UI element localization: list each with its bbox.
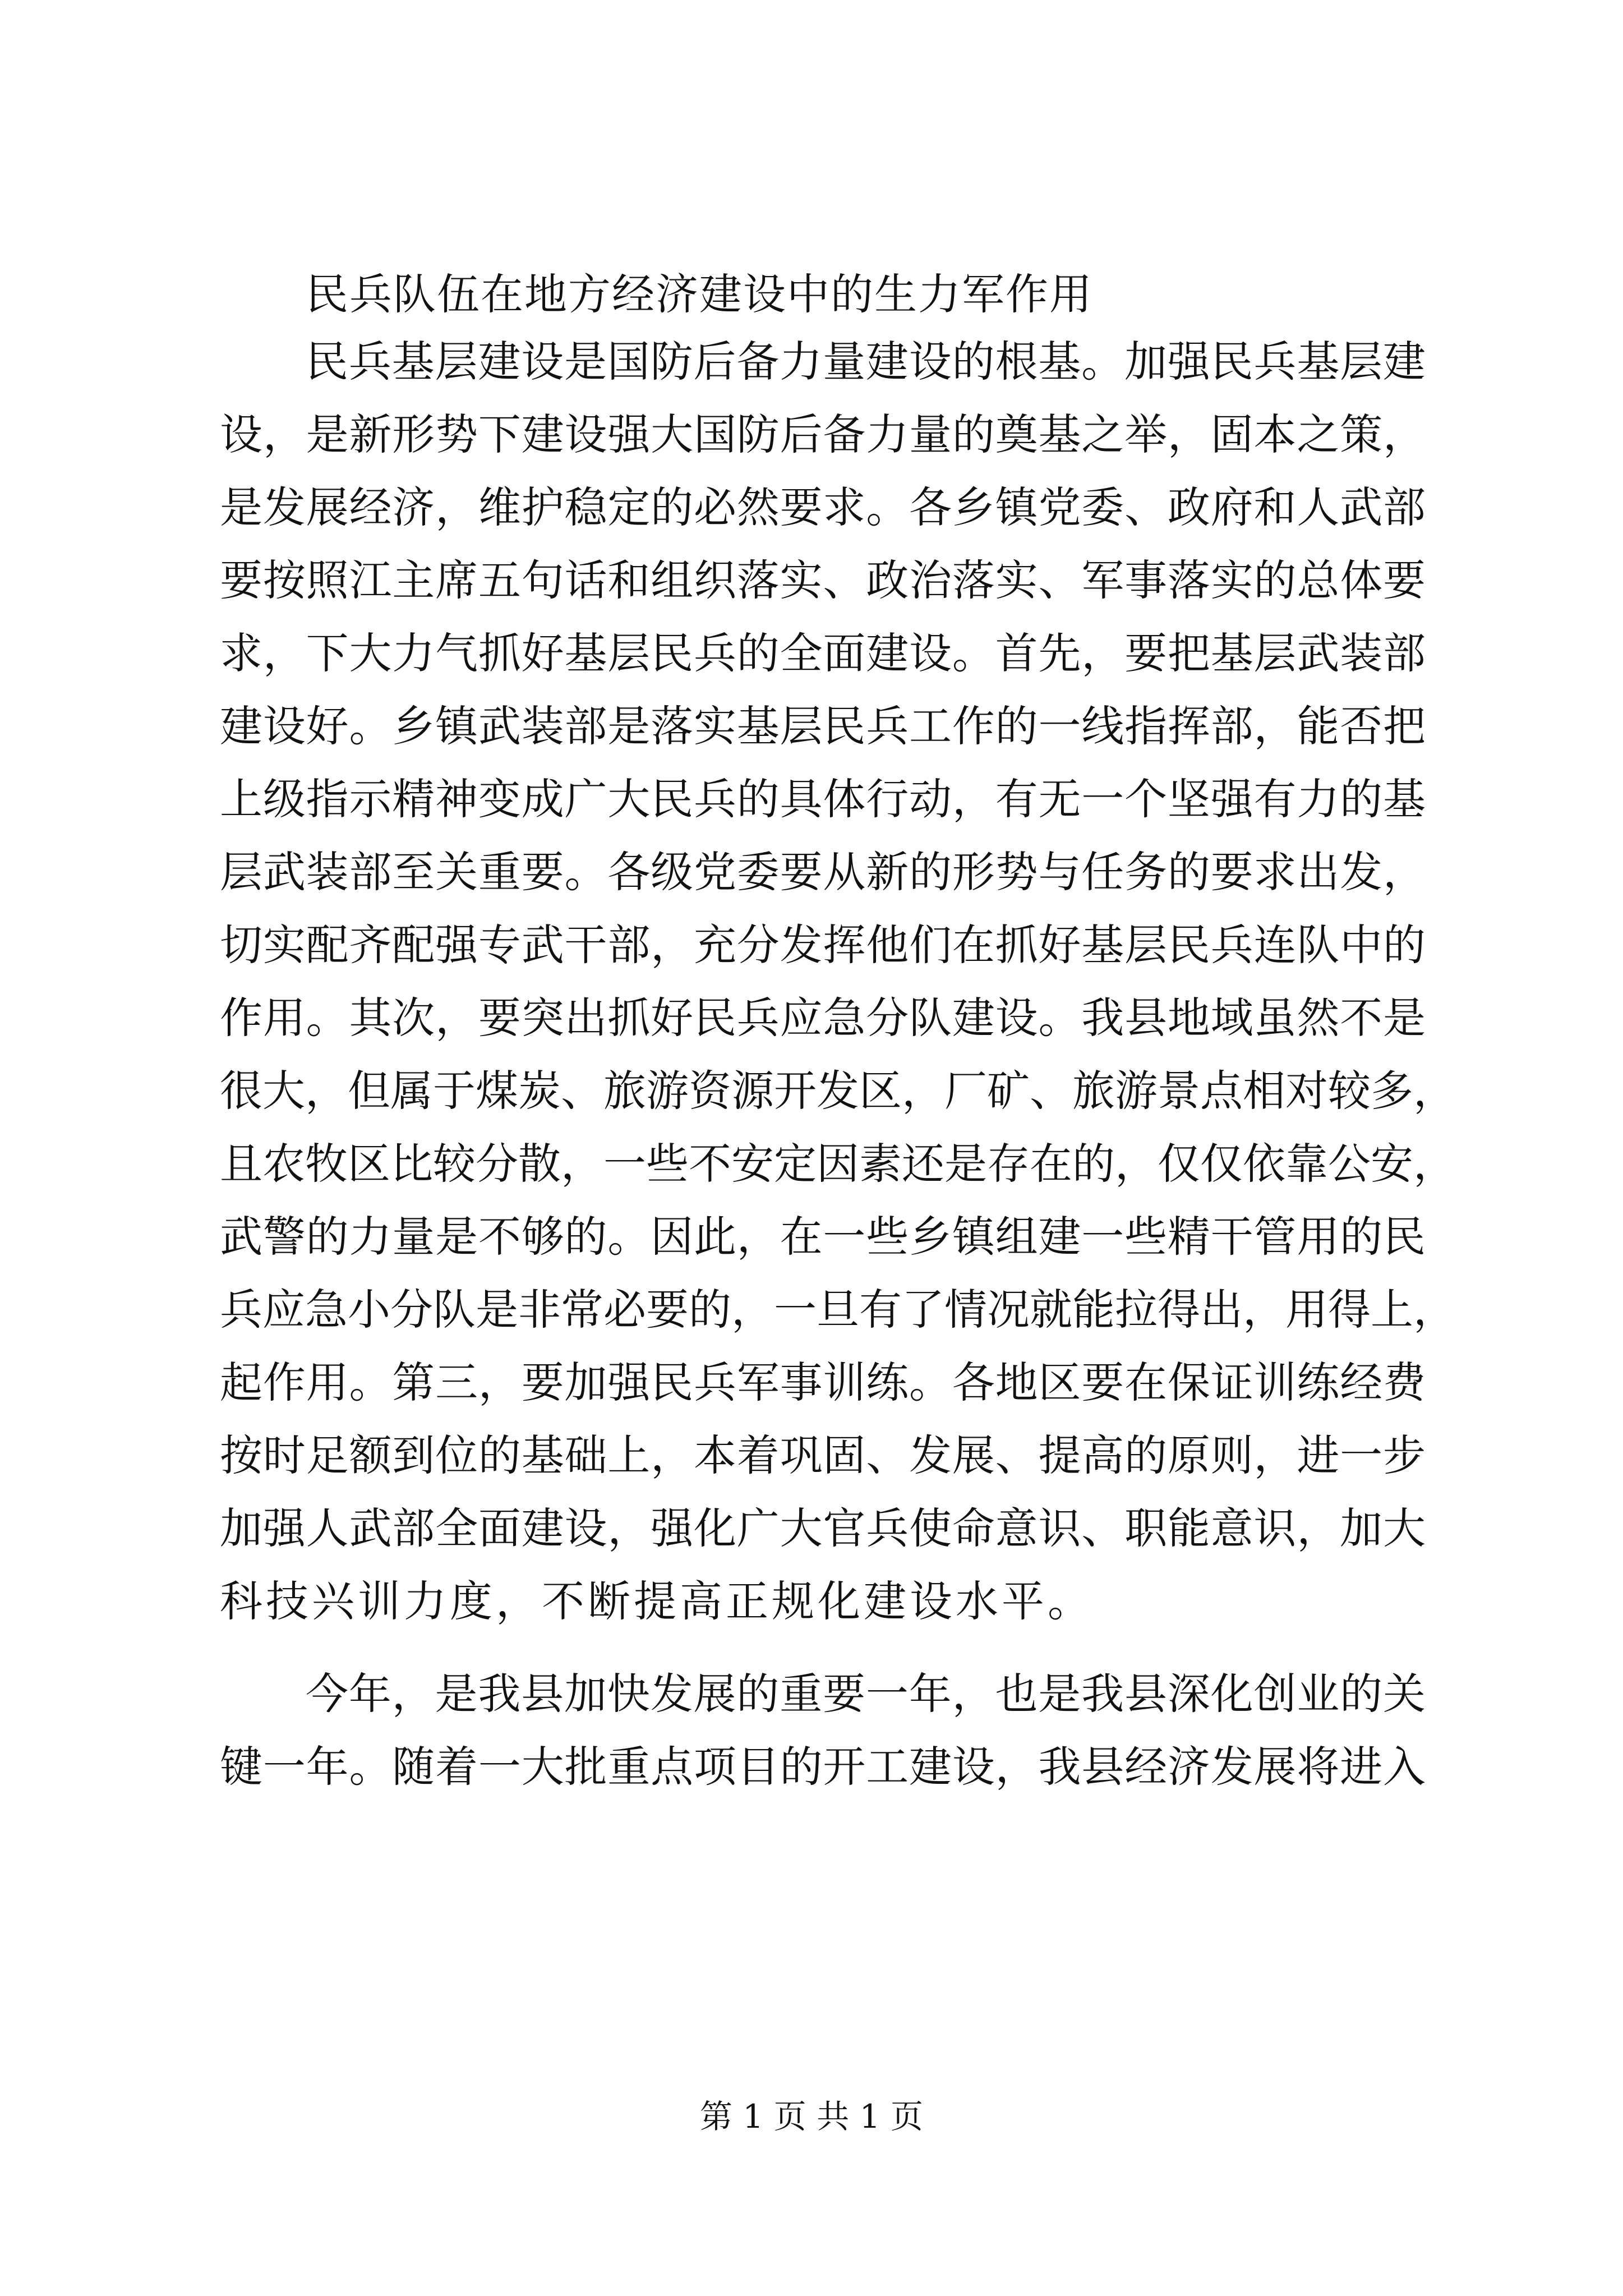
paragraph-line: 层武装部至关重要。各级党委要从新的形势与任务的要求出发， bbox=[220, 847, 1426, 897]
paragraph-line: 键一年。随着一大批重点项目的开工建设，我县经济发展将进入 bbox=[220, 1742, 1426, 1792]
document-title: 民兵队伍在地方经济建设中的生力军作用 bbox=[306, 269, 1093, 319]
paragraph-line: 且农牧区比较分散，一些不安定因素还是存在的，仅仅依靠公安， bbox=[220, 1139, 1456, 1189]
paragraph-line: 求，下大力气抓好基层民兵的全面建设。首先，要把基层武装部 bbox=[220, 628, 1426, 678]
paragraph-line: 民兵基层建设是国防后备力量建设的根基。加强民兵基层建 bbox=[306, 337, 1426, 386]
paragraph-line: 今年，是我县加快发展的重要一年，也是我县深化创业的关 bbox=[306, 1669, 1426, 1719]
paragraph-line: 按时足额到位的基础上，本着巩固、发展、提高的原则，进一步 bbox=[220, 1430, 1426, 1480]
paragraph-line: 科技兴训力度，不断提高正规化建设水平。 bbox=[220, 1576, 1094, 1626]
page-number-footer: 第 1 页 共 1 页 bbox=[700, 2097, 923, 2136]
paragraph-line: 上级指示精神变成广大民兵的具体行动，有无一个坚强有力的基 bbox=[220, 774, 1426, 824]
paragraph-line: 作用。其次，要突出抓好民兵应急分队建设。我县地域虽然不是 bbox=[220, 993, 1426, 1043]
paragraph-line: 加强人武部全面建设，强化广大官兵使命意识、职能意识，加大 bbox=[220, 1503, 1426, 1553]
paragraph-line: 设，是新形势下建设强大国防后备力量的奠基之举，固本之策， bbox=[220, 409, 1426, 459]
paragraph-line: 兵应急小分队是非常必要的，一旦有了情况就能拉得出，用得上， bbox=[220, 1285, 1456, 1335]
paragraph-line: 武警的力量是不够的。因此，在一些乡镇组建一些精干管用的民 bbox=[220, 1212, 1426, 1262]
paragraph-line: 切实配齐配强专武干部，充分发挥他们在抓好基层民兵连队中的 bbox=[220, 920, 1426, 970]
paragraph-line: 起作用。第三，要加强民兵军事训练。各地区要在保证训练经费 bbox=[220, 1358, 1426, 1407]
paragraph-line: 建设好。乡镇武装部是落实基层民兵工作的一线指挥部，能否把 bbox=[220, 701, 1426, 751]
paragraph-line: 要按照江主席五句话和组织落实、政治落实、军事落实的总体要 bbox=[220, 555, 1426, 605]
paragraph-line: 是发展经济，维护稳定的必然要求。各乡镇党委、政府和人武部 bbox=[220, 482, 1426, 532]
paragraph-line: 很大，但属于煤炭、旅游资源开发区，厂矿、旅游景点相对较多， bbox=[220, 1066, 1456, 1116]
